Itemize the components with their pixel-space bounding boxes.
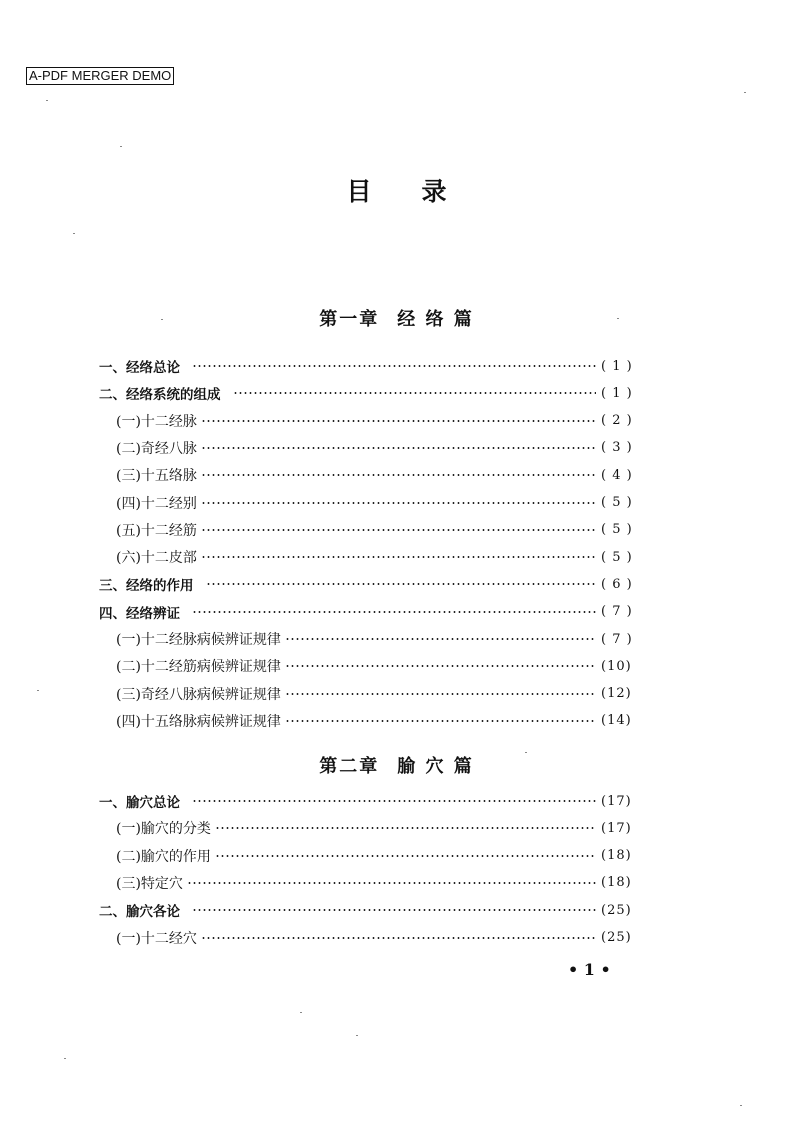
toc-entry-page: ( 6 )	[601, 576, 633, 592]
toc-entry-label: (一)腧穴的分类	[116, 821, 211, 838]
toc-entry-label: (二)十二经筋病候辨证规律	[116, 659, 281, 676]
toc-entry-label: 二、经络系统的组成	[99, 387, 221, 404]
toc-entry-page: ( 5 )	[601, 549, 633, 565]
toc-entry	[0, 465, 793, 485]
toc-entry-label: 四、经络辨证	[99, 605, 180, 622]
toc-entry-page: ( 4 )	[601, 467, 633, 483]
scan-speck	[356, 1035, 358, 1036]
toc-entry-label: 二、腧穴各论	[99, 904, 180, 921]
dot-leader	[201, 556, 596, 558]
toc-entry-page: (12)	[601, 686, 632, 702]
dot-leader	[233, 392, 597, 394]
toc-entry-label: (三)奇经八脉病候辨证规律	[116, 686, 281, 703]
toc-entry	[0, 383, 793, 403]
toc-entry	[0, 818, 793, 838]
toc-entry-page: ( 1 )	[601, 385, 633, 401]
scan-speck	[300, 1012, 302, 1013]
toc-entry-label: (二)奇经八脉	[116, 440, 197, 457]
toc-entry-label: (六)十二皮部	[116, 550, 197, 567]
toc-entry-page: (18)	[601, 875, 632, 891]
scan-speck	[37, 690, 39, 691]
scan-speck	[120, 146, 122, 147]
toc-entry	[0, 547, 793, 567]
toc-entry-label: (三)特定穴	[116, 875, 183, 892]
scan-speck	[161, 319, 163, 320]
dot-leader	[192, 909, 596, 911]
dot-leader	[192, 800, 596, 802]
dot-leader	[201, 474, 596, 476]
dot-leader	[201, 937, 596, 939]
dot-leader	[215, 827, 596, 829]
toc-entry-page: ( 5 )	[601, 522, 633, 538]
dot-leader	[285, 638, 596, 640]
dot-leader	[201, 420, 596, 422]
watermark-label: A-PDF MERGER DEMO	[26, 67, 174, 85]
toc-entry-page: (14)	[601, 713, 632, 729]
toc-entry	[0, 873, 793, 893]
toc-entry-page: (10)	[601, 658, 632, 674]
chapter-title: 第一章	[319, 309, 380, 330]
page-title: 目录	[346, 177, 497, 206]
toc-entry-page: ( 7 )	[601, 631, 633, 647]
toc-entry-label: (四)十二经别	[116, 495, 197, 512]
toc-entry	[0, 900, 793, 920]
scan-speck	[744, 92, 746, 93]
dot-leader	[192, 611, 596, 613]
toc-entry-page: ( 5 )	[601, 495, 633, 510]
toc-entry-page: ( 2 )	[601, 413, 633, 429]
dot-leader	[206, 583, 597, 585]
toc-entry-label: (三)十五络脉	[116, 468, 197, 485]
toc-entry-label: 一、经络总论	[99, 360, 180, 376]
dot-leader	[201, 529, 596, 531]
toc-entry-page: (17)	[601, 820, 632, 836]
toc-entry	[0, 520, 793, 540]
toc-entry	[0, 684, 793, 704]
toc-entry	[0, 602, 793, 622]
toc-entry-page: ( 1 )	[601, 358, 633, 374]
dot-leader	[285, 693, 596, 695]
toc-entry	[0, 791, 793, 811]
dot-leader	[285, 720, 596, 722]
toc-entry-label: 一、腧穴总论	[99, 795, 180, 811]
chapter-heading	[0, 752, 793, 778]
chapter-title: 第二章	[319, 756, 380, 777]
toc-entry-page: (17)	[601, 793, 632, 809]
chapter-subtitle: 腧 穴 篇	[397, 756, 474, 777]
toc-entry	[0, 656, 793, 676]
toc-entry	[0, 493, 793, 513]
dot-leader	[192, 365, 596, 367]
toc-entry-label: (一)十二经穴	[116, 930, 197, 947]
toc-entry	[0, 438, 793, 458]
toc-entry-page: ( 3 )	[601, 440, 633, 456]
dot-leader	[285, 665, 596, 667]
scan-speck	[64, 1058, 66, 1059]
dot-leader	[187, 882, 596, 884]
toc-entry	[0, 928, 793, 948]
toc-entry-page: ( 7 )	[601, 604, 633, 620]
dot-leader	[215, 855, 596, 857]
toc-entry	[0, 711, 793, 731]
toc-entry-label: (一)十二经脉病候辨证规律	[116, 632, 281, 648]
scan-speck	[46, 100, 48, 101]
scan-speck	[525, 752, 527, 753]
page-number: • 1 •	[568, 960, 611, 979]
scan-speck	[617, 318, 619, 319]
toc-entry	[0, 629, 793, 649]
toc-entry-label: (一)十二经脉	[116, 413, 197, 430]
chapter-heading	[0, 305, 793, 331]
scan-speck	[73, 233, 75, 234]
dot-leader	[201, 502, 596, 504]
toc-entry	[0, 846, 793, 866]
toc-entry-page: (25)	[601, 902, 632, 918]
toc-entry-label: (二)腧穴的作用	[116, 848, 211, 865]
toc-entry-label: (五)十二经筋	[116, 522, 197, 539]
toc-entry-page: (25)	[601, 930, 632, 945]
toc-entry-label: 三、经络的作用	[99, 578, 194, 595]
dot-leader	[201, 447, 596, 449]
scan-speck	[740, 1105, 742, 1106]
toc-entry-label: (四)十五络脉病候辨证规律	[116, 713, 281, 730]
toc-entry-page: (18)	[601, 848, 632, 864]
toc-entry	[0, 411, 793, 431]
toc-entry	[0, 574, 793, 594]
toc-entry	[0, 356, 793, 376]
chapter-subtitle: 经 络 篇	[397, 309, 474, 330]
